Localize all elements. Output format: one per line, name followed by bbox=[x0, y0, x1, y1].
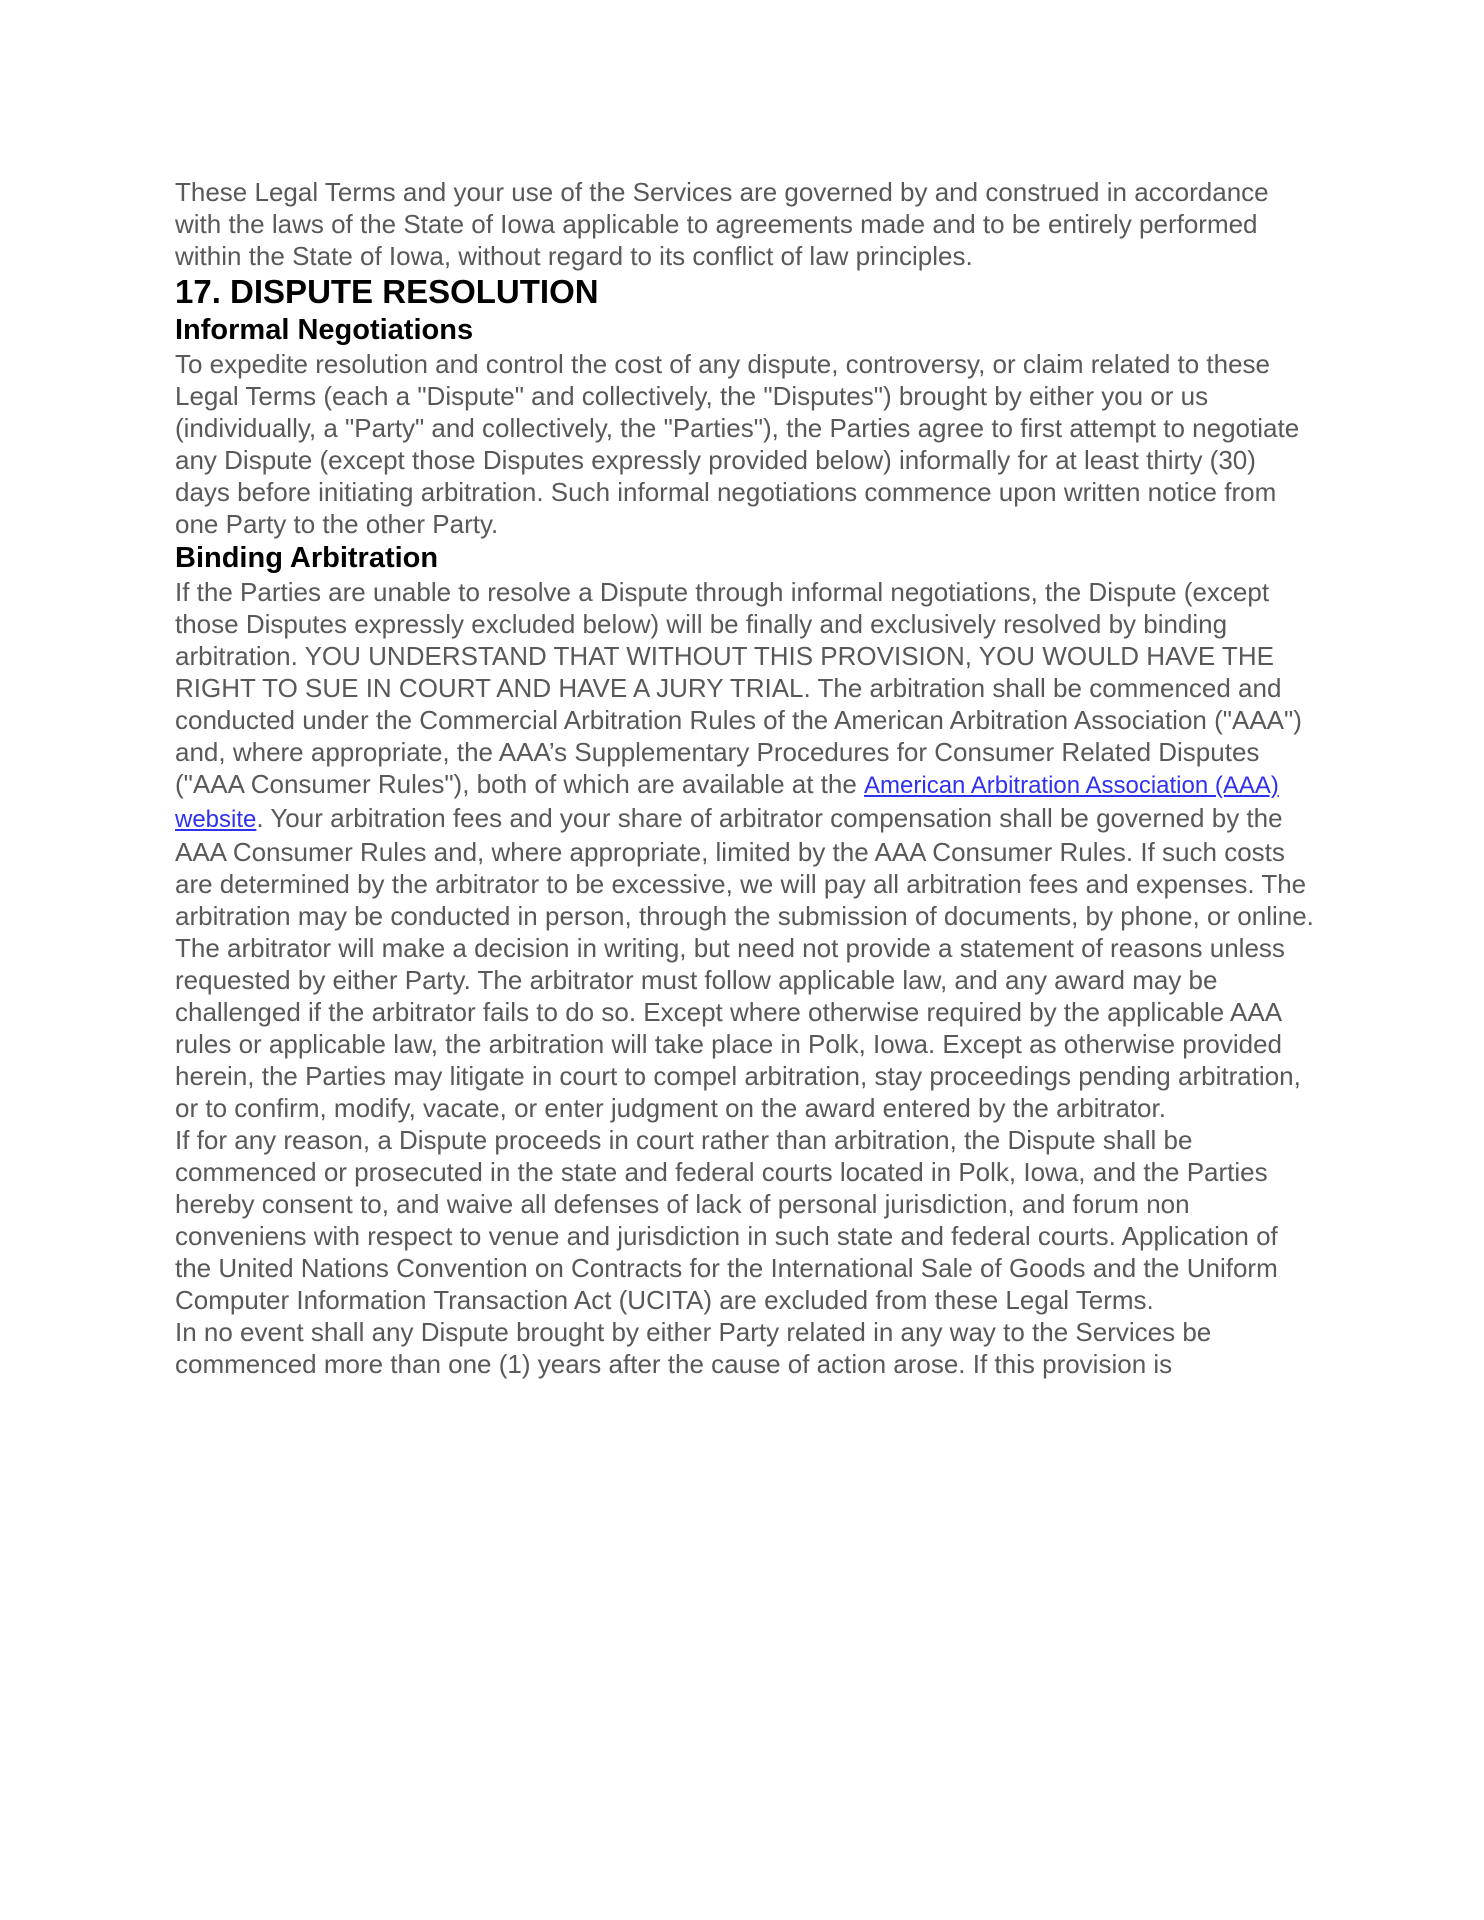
court-venue-paragraph: If for any reason, a Dispute proceeds in court rather than arbitration, the Dispute shall be commenced or prosecuted in the state and federal courts located in Polk, Iowa, and the Parties hereby consent to, and waive all defenses of lack of personal jurisdiction, and forum non conveniens with respect to venue and jurisdiction in such state and federal courts. Application of the United Nations Convention on Contracts for the International Sale of Goods and the Uniform Computer Information Transaction Act (UCITA) are excluded from these Legal Terms. bbox=[175, 1125, 1278, 1315]
time-limit-paragraph: In no event shall any Dispute brought by either Party related in any way to the Services be commenced more than one (1) years after the cause of action arose. If this provision is bbox=[175, 1317, 1212, 1379]
section-title: 17. DISPUTE RESOLUTION bbox=[175, 273, 599, 310]
binding-arbitration-text-before-link: If the Parties are unable to resolve a Dispute through informal negotiations, the Dispute (except those Disputes expressly excluded below) will be finally and exclusively resolved by binding arbitration. YOU UNDERSTAND THAT WITHOUT THIS PROVISION, YOU WOULD HAVE THE RIGHT TO SUE IN COURT AND HAVE A JURY TRIAL. The arbitration shall be commenced and conducted under the Commercial Arbitration Rules of the American Arbitration Association ("AAA") and, where appropriate, the AAA’s Supplementary Procedures for Consumer Related Disputes ("AAA Consumer Rules"), both of which are available at the bbox=[175, 577, 1302, 799]
binding-arbitration-paragraph bbox=[175, 576, 1315, 1124]
governing-law-paragraph: These Legal Terms and your use of the Services are governed by and construed in accordance with the laws of the State of Iowa applicable to agreements made and to be entirely performed within the State of Iowa, without regard to its conflict of law principles. bbox=[175, 177, 1269, 271]
informal-negotiations-paragraph: To expedite resolution and control the cost of any dispute, controversy, or claim related to these Legal Terms (each a "Dispute" and collectively, the "Disputes") brought by either you or us (individually, a "Party" and collectively, the "Parties"), the Parties agree to first attempt to negotiate any Dispute (except those Disputes expressly provided below) informally for at least thirty (30) days before initiating arbitration. Such informal negotiations commence upon written notice from one Party to the other Party. bbox=[175, 349, 1300, 539]
binding-arbitration-text-after-link: . Your arbitration fees and your share of arbitrator compensation shall be governed by the AAA Consumer Rules and, where appropriate, limited by the AAA Consumer Rules. If such costs are determined by the arbitrator to be excessive, we will pay all arbitration fees and expenses. The arbitration may be conducted in person, through the submission of documents, by phone, or online. The arbitrator will make a decision in writing, but need not provide a statement of reasons unless requested by either Party. The arbitrator must follow applicable law, and any award may be challenged if the arbitrator fails to do so. Except where otherwise required by the applicable AAA rules or applicable law, the arbitration will take place in Polk, Iowa. Except as otherwise provided herein, the Parties may litigate in court to compel arbitration, stay proceedings pending arbitration, or to confirm, modify, vacate, or enter judgment on the award entered by the arbitrator. bbox=[175, 803, 1314, 1123]
binding-arbitration-heading: Binding Arbitration bbox=[175, 542, 439, 574]
aaa-website-link[interactable]: American Arbitration Association (AAA) website bbox=[175, 772, 1279, 833]
document-content bbox=[175, 176, 1315, 1380]
informal-negotiations-heading: Informal Negotiations bbox=[175, 314, 474, 346]
